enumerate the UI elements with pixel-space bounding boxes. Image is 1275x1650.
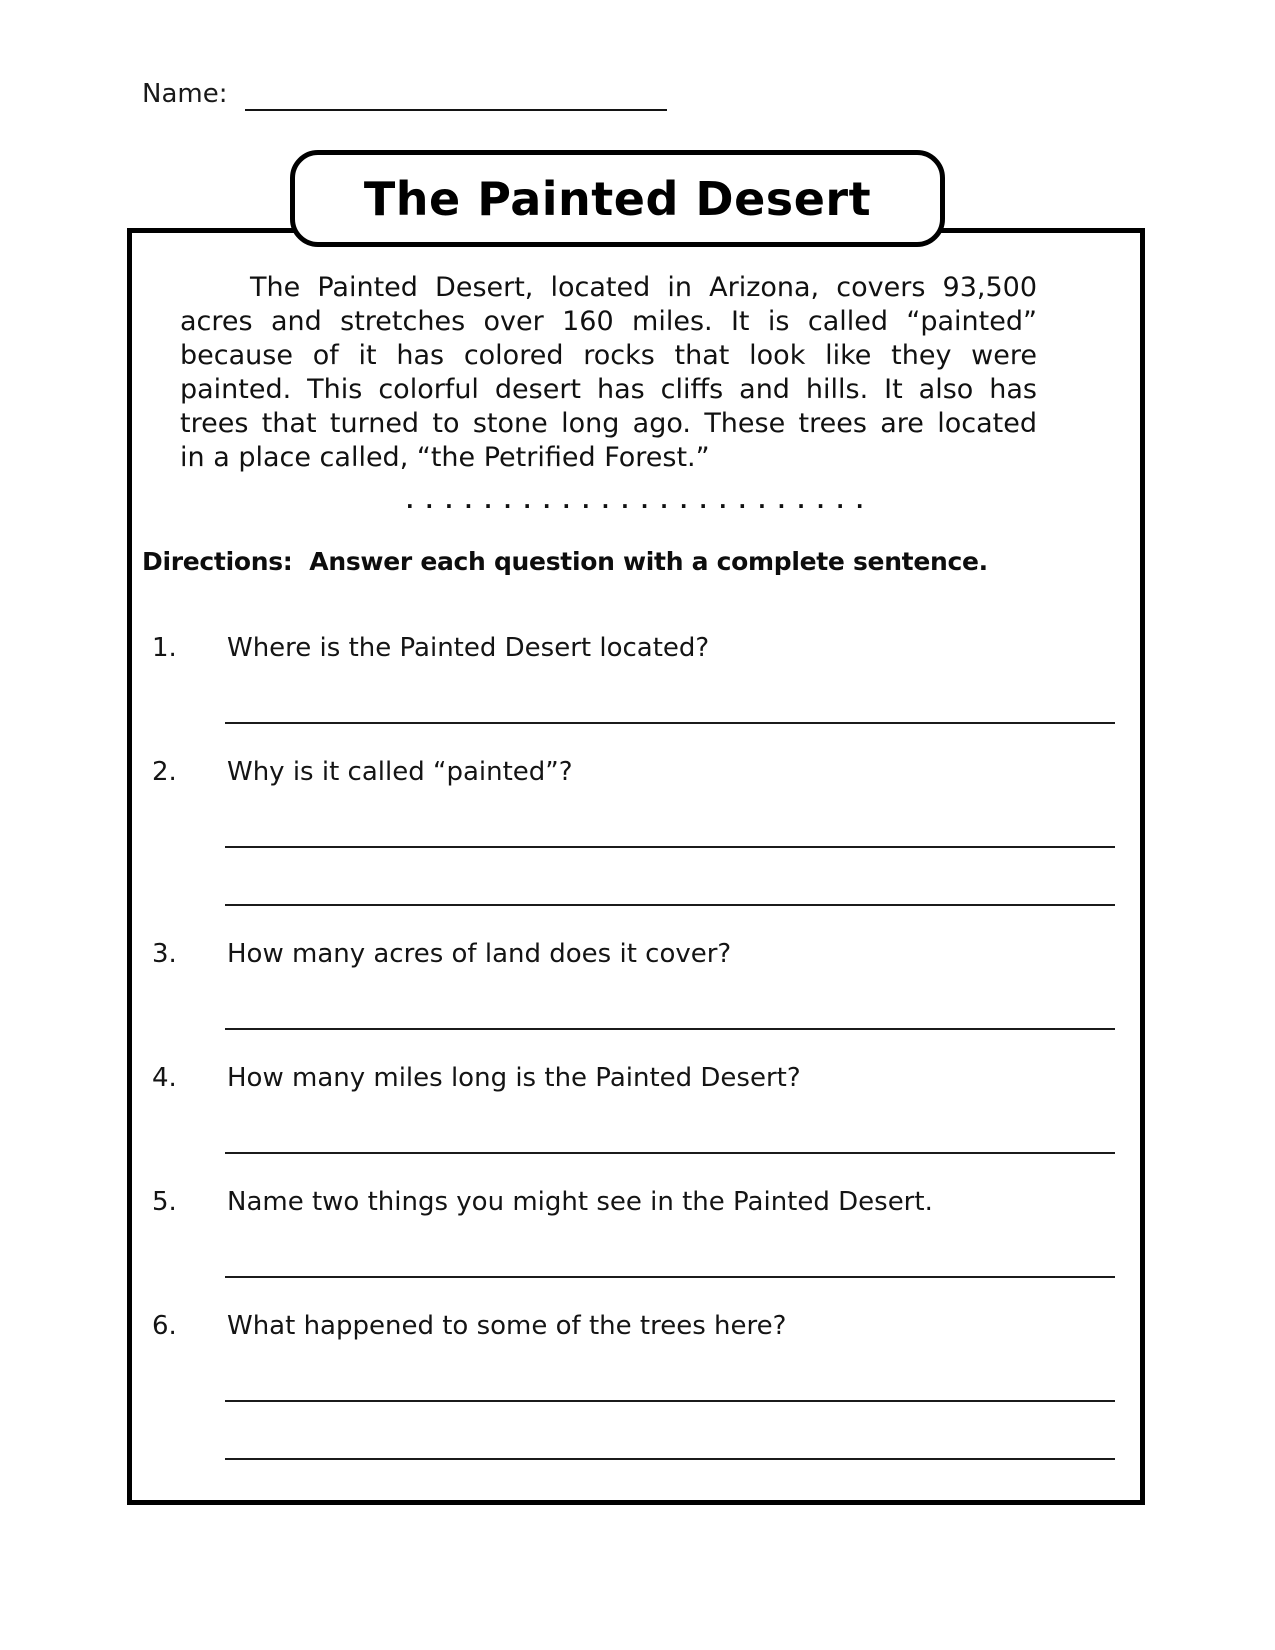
question-number: 5.	[152, 1187, 177, 1217]
question-item	[132, 1309, 1140, 1460]
question-row	[152, 1185, 1140, 1219]
dotted-separator: . . . . . . . . . . . . . . . . . . . . . . . .	[406, 489, 866, 513]
reading-passage	[180, 271, 1037, 475]
question-row	[152, 1061, 1140, 1095]
question-number: 2.	[152, 757, 177, 787]
question-row	[152, 631, 1140, 665]
question-text: Why is it called “painted”?	[227, 757, 573, 787]
passage-line: in a place called, “the Petrified Forest.”	[180, 442, 710, 473]
content-box	[127, 228, 1145, 1505]
name-row	[142, 70, 667, 111]
question-number: 3.	[152, 939, 177, 969]
directions-text: Directions: Answer each question with a complete sentence.	[142, 547, 988, 576]
question-number: 1.	[152, 633, 177, 663]
answer-blank-line[interactable]	[225, 1458, 1115, 1460]
passage-line: because of it has colored rocks that look like they were	[180, 340, 1037, 371]
question-text: What happened to some of the trees here?	[227, 1311, 787, 1341]
passage-line: painted. This colorful desert has cliffs and hills. It also has	[180, 374, 1037, 405]
question-text: How many acres of land does it cover?	[227, 939, 732, 969]
question-row	[152, 937, 1140, 971]
answer-blank-line[interactable]	[225, 846, 1115, 848]
question-text: Where is the Painted Desert located?	[227, 633, 710, 663]
answer-blank-line[interactable]	[225, 1400, 1115, 1402]
name-label: Name:	[142, 79, 228, 109]
question-text: How many miles long is the Painted Desert?	[227, 1063, 801, 1093]
answer-blank-line[interactable]	[225, 1276, 1115, 1278]
questions-list	[132, 631, 1140, 1460]
question-number: 6.	[152, 1311, 177, 1341]
answer-blank-line[interactable]	[225, 1028, 1115, 1030]
question-item	[132, 937, 1140, 1030]
answer-blank-line[interactable]	[225, 904, 1115, 906]
question-row	[152, 755, 1140, 789]
question-item	[132, 1185, 1140, 1278]
answer-blank-line[interactable]	[225, 722, 1115, 724]
passage-line: The Painted Desert, located in Arizona, covers 93,500	[250, 272, 1037, 303]
name-blank-line[interactable]	[245, 70, 667, 111]
question-item	[132, 755, 1140, 906]
answer-blank-line[interactable]	[225, 1152, 1115, 1154]
worksheet-title: The Painted Desert	[363, 171, 872, 226]
question-number: 4.	[152, 1063, 177, 1093]
question-text: Name two things you might see in the Painted Desert.	[227, 1187, 933, 1217]
title-box	[290, 150, 945, 247]
question-item	[132, 631, 1140, 724]
question-item	[132, 1061, 1140, 1154]
question-row	[152, 1309, 1140, 1343]
passage-line: acres and stretches over 160 miles. It is called “painted”	[180, 306, 1037, 337]
passage-line: trees that turned to stone long ago. These trees are located	[180, 408, 1037, 439]
